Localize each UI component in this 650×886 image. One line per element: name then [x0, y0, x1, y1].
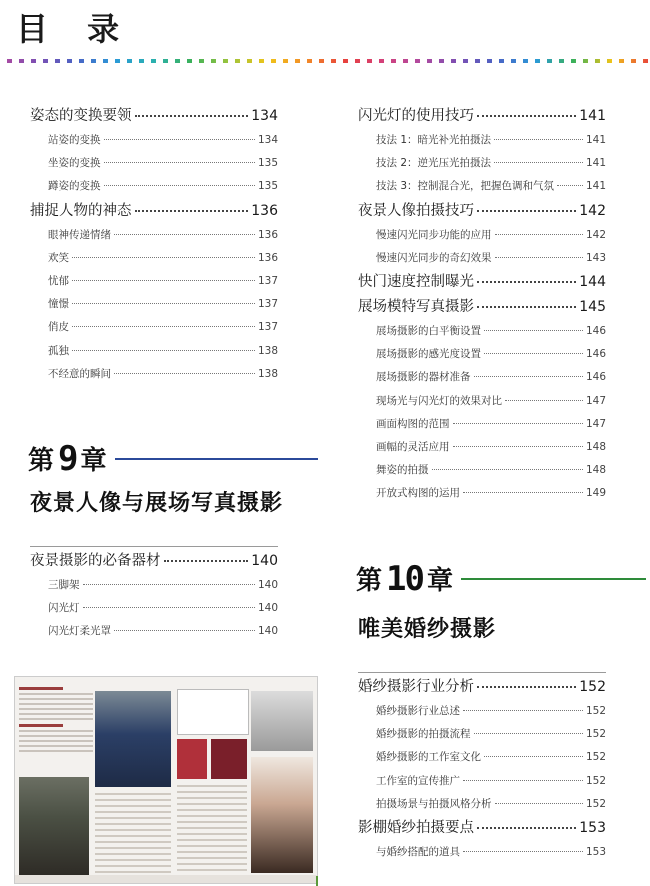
toc-leader-dots	[477, 306, 576, 308]
preview-photo-model-blue	[95, 691, 171, 787]
toc-entry-page: 137	[257, 298, 278, 311]
toc-entry-label: 孤独	[48, 344, 69, 357]
toc-entry-page: 146	[585, 371, 606, 384]
toc-leader-dots	[463, 710, 583, 711]
toc-entry-page: 136	[251, 202, 278, 219]
toc-subsection-entry	[358, 390, 606, 413]
toc-leader-dots	[114, 373, 255, 374]
toc-entry-label: 开放式构图的运用	[376, 487, 460, 500]
toc-leader-dots	[477, 827, 576, 829]
toc-subsection-entry	[358, 746, 606, 769]
chapter9-rule-top	[30, 546, 278, 547]
toc-entry-page: 147	[585, 394, 606, 407]
toc-leader-dots	[494, 139, 583, 140]
toc-subsection-entry	[30, 597, 278, 620]
toc-entry-label: 画幅的灵活应用	[376, 440, 450, 453]
toc-subsection-entry	[30, 316, 278, 339]
toc-subsection-entry	[358, 723, 606, 746]
toc-section-entry	[358, 104, 606, 129]
toc-subsection-entry	[30, 293, 278, 316]
preview-text-lines-2	[177, 785, 247, 871]
toc-left-column	[30, 104, 278, 386]
toc-entry-page: 153	[585, 845, 606, 858]
toc-entry-label: 技法 1：暗光补光拍摄法	[376, 134, 492, 146]
toc-section-entry	[30, 549, 278, 574]
toc-entry-page: 140	[257, 602, 278, 615]
toc-leader-dots	[484, 330, 583, 331]
chapter10-suffix: 章	[426, 566, 453, 596]
chapter10-number: 10	[386, 558, 423, 599]
toc-entry-label: 与婚纱搭配的道具	[376, 845, 460, 858]
toc-entry-label: 慢速闪光同步的奇幻效果	[376, 251, 492, 264]
toc-entry-page: 140	[251, 553, 278, 569]
toc-entry-label: 展场摄影的感光度设置	[376, 348, 481, 361]
toc-entry-label: 不经意的瞬间	[48, 367, 111, 380]
toc-leader-dots	[453, 446, 583, 447]
toc-entry-page: 147	[585, 417, 606, 430]
toc-leader-dots	[484, 353, 583, 354]
toc-entry-label: 展场摄影的器材准备	[376, 371, 471, 384]
toc-subsection-entry	[358, 770, 606, 793]
toc-entry-label: 影棚婚纱拍摄要点	[358, 819, 474, 836]
toc-entry-page: 142	[579, 202, 606, 219]
toc-leader-dots	[474, 376, 583, 377]
toc-subsection-entry	[358, 343, 606, 366]
rainbow-divider	[0, 59, 650, 63]
toc-entry-page: 141	[579, 108, 606, 124]
toc-leader-dots	[463, 780, 583, 781]
toc-entry-page: 142	[585, 228, 606, 241]
toc-section-entry	[358, 675, 606, 700]
toc-entry-label: 站姿的变换	[48, 134, 101, 146]
toc-section-entry	[30, 199, 278, 224]
toc-entry-label: 工作室的宣传推广	[376, 774, 460, 787]
toc-entry-label: 姿态的变换要领	[30, 108, 132, 124]
book-spine-mark	[316, 876, 318, 886]
toc-leader-dots	[494, 162, 583, 163]
toc-subsection-entry	[30, 340, 278, 363]
toc-leader-dots	[72, 257, 255, 258]
toc-entry-label: 夜景摄影的必备器材	[30, 553, 161, 569]
toc-subsection-entry	[30, 175, 278, 198]
toc-entry-page: 137	[257, 274, 278, 287]
toc-section-entry	[30, 104, 278, 129]
toc-leader-dots	[135, 115, 249, 117]
toc-leader-dots	[72, 280, 255, 281]
toc-subsection-entry	[358, 129, 606, 152]
toc-leader-dots	[164, 560, 249, 562]
toc-entry-label: 舞姿的拍摄	[376, 464, 429, 477]
toc-entry-label: 展场模特写真摄影	[358, 298, 474, 315]
preview-photo-red	[177, 739, 207, 779]
toc-entry-page: 149	[585, 487, 606, 500]
toc-entry-label: 夜景人像拍摄技巧	[358, 202, 474, 219]
toc-leader-dots	[463, 851, 583, 852]
toc-subsection-entry	[358, 841, 606, 864]
toc-subsection-entry	[30, 224, 278, 247]
preview-photo-portrait	[251, 757, 313, 873]
toc-subsection-entry	[30, 129, 278, 152]
toc-entry-page: 148	[585, 440, 606, 453]
toc-leader-dots	[104, 162, 255, 163]
toc-subsection-entry	[30, 363, 278, 386]
toc-entry-label: 现场光与闪光灯的效果对比	[376, 394, 502, 407]
chapter9-suffix: 章	[80, 446, 107, 476]
toc-entry-label: 蹲姿的变换	[48, 180, 101, 193]
toc-leader-dots	[104, 139, 255, 140]
toc-subsection-entry	[358, 247, 606, 270]
toc-entry-label: 拍摄场景与拍摄风格分析	[376, 797, 492, 810]
toc-entry-label: 婚纱摄影行业总述	[376, 705, 460, 717]
preview-footer	[15, 875, 317, 883]
toc-leader-dots	[72, 326, 255, 327]
toc-leader-dots	[83, 584, 255, 585]
toc-entry-page: 138	[257, 344, 278, 357]
toc-entry-page: 136	[257, 251, 278, 264]
toc-leader-dots	[72, 303, 255, 304]
toc-subsection-entry	[358, 366, 606, 389]
preview-text-block	[19, 683, 93, 755]
toc-entry-label: 婚纱摄影行业分析	[358, 679, 474, 695]
toc-subsection-entry	[30, 574, 278, 597]
toc-subsection-entry	[358, 224, 606, 247]
toc-entry-page: 152	[585, 774, 606, 787]
toc-leader-dots	[135, 210, 249, 212]
toc-entry-page: 153	[579, 819, 606, 836]
toc-entry-label: 技法 3：控制混合光，把握色调和气氛	[376, 180, 555, 193]
toc-entry-page: 143	[585, 251, 606, 264]
toc-subsection-entry	[358, 459, 606, 482]
toc-leader-dots	[114, 234, 255, 235]
toc-entry-page: 136	[257, 228, 278, 241]
toc-leader-dots	[83, 607, 255, 608]
chapter10-toc	[358, 672, 606, 864]
toc-leader-dots	[474, 733, 583, 734]
chapter9-toc	[30, 546, 278, 644]
toc-entry-page: 137	[257, 321, 278, 334]
toc-entry-label: 三脚架	[48, 579, 80, 591]
chapter10-heading	[356, 560, 646, 597]
toc-entry-page: 134	[257, 134, 278, 146]
toc-entry-label: 坐姿的变换	[48, 157, 101, 170]
toc-leader-dots	[453, 423, 583, 424]
toc-leader-dots	[495, 257, 583, 258]
toc-right-column	[358, 104, 606, 505]
toc-entry-page: 141	[585, 157, 606, 170]
chapter10-subtitle: 唯美婚纱摄影	[358, 617, 497, 642]
toc-entry-label: 欢笑	[48, 251, 69, 264]
chapter9-heading	[28, 440, 318, 477]
toc-leader-dots	[463, 492, 583, 493]
toc-entry-page: 152	[579, 679, 606, 695]
toc-leader-dots	[72, 350, 255, 351]
toc-entry-label: 憧憬	[48, 298, 69, 311]
toc-leader-dots	[477, 210, 576, 212]
toc-entry-label: 闪光灯的使用技巧	[358, 108, 474, 124]
toc-leader-dots	[114, 630, 255, 631]
toc-subsection-entry	[358, 413, 606, 436]
toc-section-entry	[358, 816, 606, 841]
chapter9-subtitle: 夜景人像与展场写真摄影	[30, 491, 284, 516]
toc-entry-page: 135	[257, 180, 278, 193]
toc-entry-page: 140	[257, 625, 278, 638]
toc-entry-label: 眼神传递情绪	[48, 228, 111, 241]
toc-entry-page: 152	[585, 797, 606, 810]
toc-leader-dots	[495, 234, 583, 235]
toc-leader-dots	[484, 756, 583, 757]
toc-entry-page: 134	[251, 108, 278, 124]
chapter9-number: 9	[58, 438, 77, 479]
page-title: 目 录	[16, 10, 134, 48]
toc-entry-page: 152	[585, 751, 606, 764]
toc-leader-dots	[505, 400, 583, 401]
toc-entry-page: 146	[585, 324, 606, 337]
toc-leader-dots	[495, 803, 583, 804]
toc-leader-dots	[557, 185, 583, 186]
toc-subsection-entry	[358, 152, 606, 175]
toc-leader-dots	[477, 686, 576, 688]
toc-entry-label: 婚纱摄影的拍摄流程	[376, 728, 471, 741]
toc-entry-label: 展场摄影的白平衡设置	[376, 324, 481, 337]
toc-section-entry	[358, 199, 606, 224]
toc-entry-page: 138	[257, 367, 278, 380]
toc-subsection-entry	[30, 152, 278, 175]
toc-entry-page: 141	[585, 134, 606, 146]
chapter10-prefix: 第	[356, 566, 383, 596]
chapter9-rule	[115, 458, 318, 460]
book-spread-preview-image	[14, 676, 318, 884]
toc-entry-page: 148	[585, 464, 606, 477]
toc-entry-page: 135	[257, 157, 278, 170]
toc-entry-label: 闪光灯柔光罩	[48, 625, 111, 638]
toc-entry-label: 忧郁	[48, 274, 69, 287]
chapter10-rule-top	[358, 672, 606, 673]
chapter10-rule	[461, 578, 646, 580]
toc-leader-dots	[104, 185, 255, 186]
toc-subsection-entry	[30, 247, 278, 270]
toc-entry-label: 画面构图的范围	[376, 417, 450, 430]
preview-photo-model-white	[251, 691, 313, 751]
toc-entry-page: 152	[585, 728, 606, 741]
toc-entry-label: 捕捉人物的神态	[30, 202, 132, 219]
toc-section-entry	[358, 270, 606, 295]
toc-entry-page: 152	[585, 705, 606, 717]
toc-entry-page: 140	[257, 579, 278, 591]
toc-entry-label: 慢速闪光同步功能的应用	[376, 228, 492, 241]
toc-entry-label: 婚纱摄影的工作室文化	[376, 751, 481, 764]
toc-subsection-entry	[358, 320, 606, 343]
toc-subsection-entry	[358, 436, 606, 459]
toc-entry-label: 技法 2：逆光压光拍摄法	[376, 157, 492, 170]
toc-leader-dots	[477, 281, 576, 283]
toc-subsection-entry	[358, 793, 606, 816]
toc-entry-page: 146	[585, 348, 606, 361]
toc-subsection-entry	[30, 620, 278, 643]
toc-subsection-entry	[358, 482, 606, 505]
toc-subsection-entry	[358, 175, 606, 198]
toc-entry-page: 145	[579, 298, 606, 315]
toc-subsection-entry	[30, 270, 278, 293]
toc-entry-label: 快门速度控制曝光	[358, 273, 474, 290]
toc-entry-label: 闪光灯	[48, 602, 80, 615]
toc-entry-page: 144	[579, 273, 606, 290]
toc-entry-page: 141	[585, 180, 606, 193]
preview-diagram	[177, 689, 249, 735]
preview-text-lines	[95, 793, 171, 873]
toc-entry-label: 俏皮	[48, 321, 69, 334]
toc-leader-dots	[477, 115, 576, 117]
toc-leader-dots	[432, 469, 583, 470]
preview-photo-car	[19, 777, 89, 877]
chapter9-prefix: 第	[28, 446, 55, 476]
toc-subsection-entry	[358, 700, 606, 723]
preview-photo-red-2	[211, 739, 247, 779]
toc-section-entry	[358, 295, 606, 320]
